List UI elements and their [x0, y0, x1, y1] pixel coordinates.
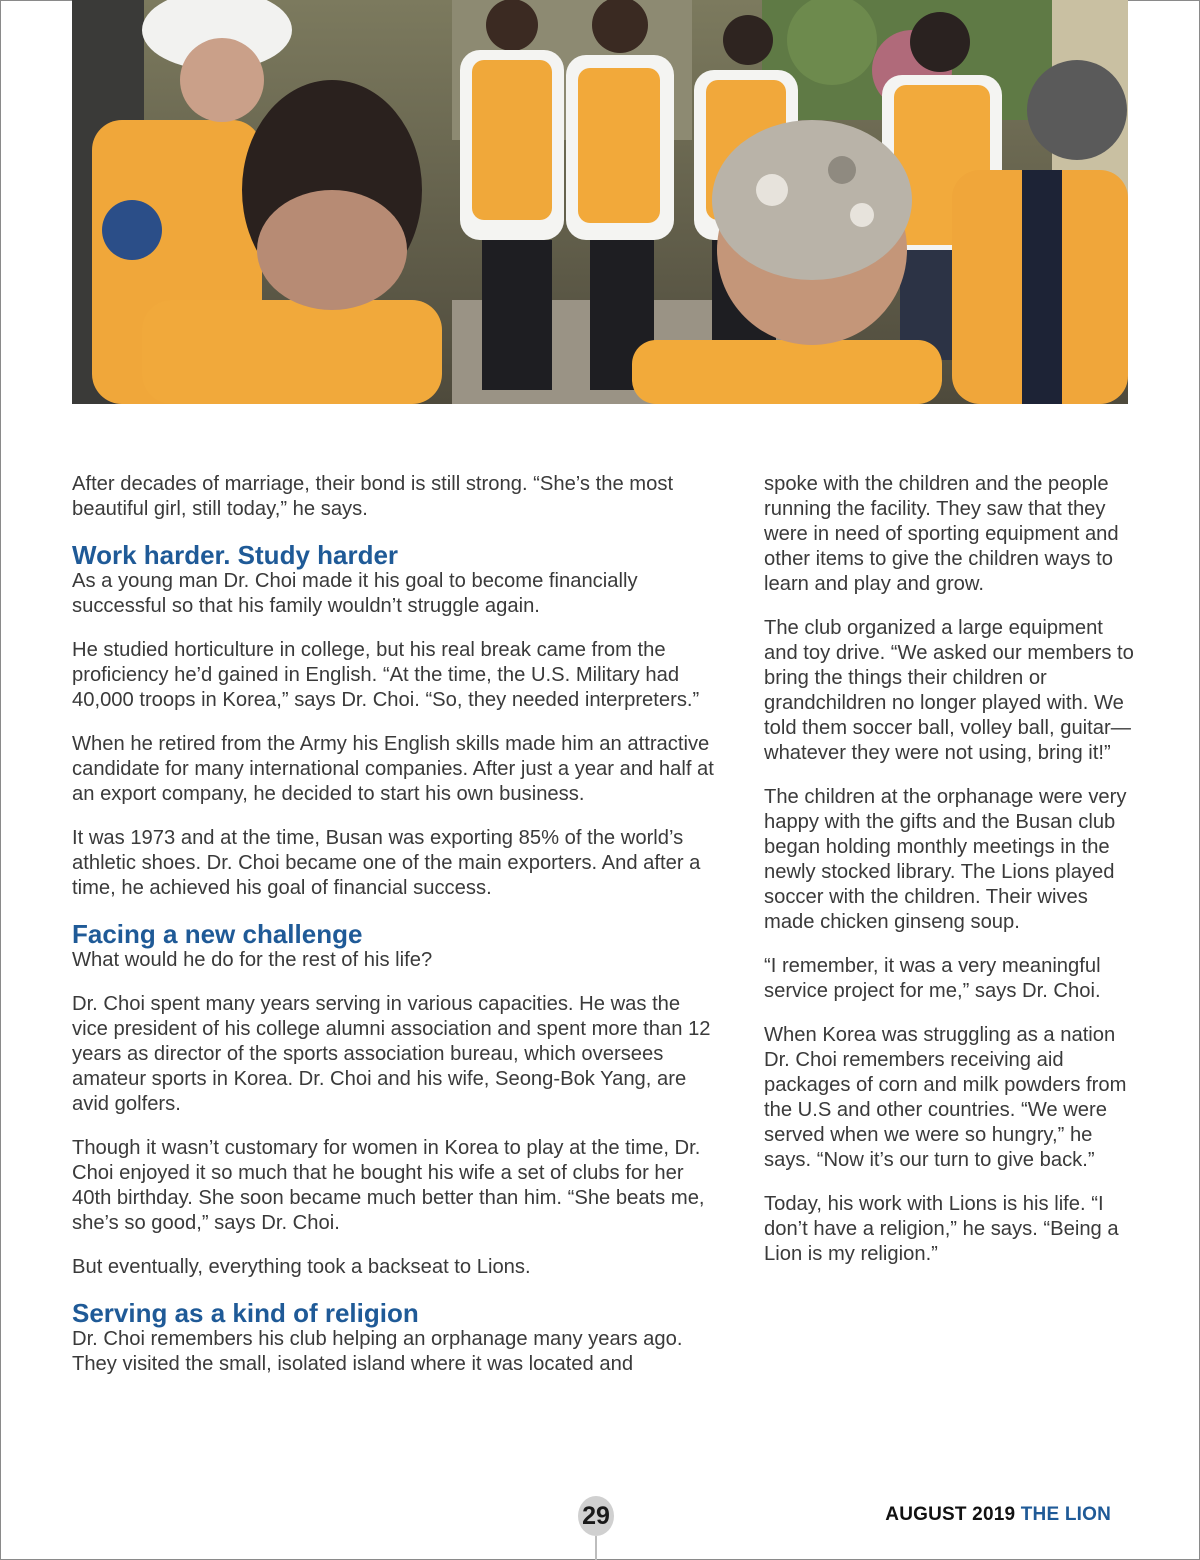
magazine-title: THE LION [1020, 1504, 1111, 1525]
paragraph: It was 1973 and at the time, Busan was exporting 85% of the world’s athletic shoes. Dr. Choi became one of the main exporters. And after a time, he achieved his goal of financial success. [72, 827, 701, 899]
paragraph: Though it wasn’t customary for women in Korea to play at the time, Dr. Choi enjoyed it so much that he bought his wife a set of clubs for her 40th birthday. She soon became much better than him. “She beats me, she’s so good,” says Dr. Choi. [72, 1137, 705, 1234]
paragraph: What would he do for the rest of his life? [72, 949, 433, 971]
article-photo [72, 0, 1128, 404]
paragraph: The club organized a large equipment and toy drive. “We asked our members to bring the things their children or grandchildren no longer played with. We told them soccer ball, volley ball, guitar—whatever they were not using, bring it!” [764, 617, 1134, 764]
running-footer [860, 1504, 1111, 1526]
paragraph: “I remember, it was a very meaningful service project for me,” says Dr. Choi. [764, 955, 1101, 1002]
paragraph: The children at the orphanage were very happy with the gifts and the Busan club began holding monthly meetings in the newly stocked library. The Lions played soccer with the children. Their wives made chicken ginseng soup. [764, 786, 1127, 933]
paragraph: He studied horticulture in college, but his real break came from the proficiency he’d gained in English. “At the time, the U.S. Military had 40,000 troops in Korea,” says Dr. Choi. “So, they needed interpreters.” [72, 639, 700, 711]
paragraph: spoke with the children and the people running the facility. They saw that they were in need of sporting equipment and other items to give the children ways to learn and play and grow. [764, 473, 1119, 595]
group-photo-icon [72, 0, 1128, 404]
left-column [72, 472, 714, 1396]
paragraph: Today, his work with Lions is his life. “I don’t have a religion,” he says. “Being a Lion is my religion.” [764, 1193, 1119, 1265]
paragraph: But eventually, everything took a backseat to Lions. [72, 1256, 531, 1278]
issue-date: AUGUST 2019 [885, 1504, 1016, 1525]
page-number-divider [595, 1536, 597, 1560]
paragraph: Dr. Choi remembers his club helping an orphanage many years ago. They visited the small, isolated island where it was located and [72, 1328, 683, 1375]
paragraph: When he retired from the Army his English skills made him an attractive candidate for many international companies. After just a year and half at an export company, he decided to start his own business. [72, 733, 714, 805]
section-heading: Facing a new challenge [72, 919, 363, 949]
paragraph: Dr. Choi spent many years serving in various capacities. He was the vice president of his college alumni association and spent more than 12 years as director of the sports association bureau, which oversees amateur sports in Korea. Dr. Choi and his wife, Seong-Bok Yang, are avid golfers. [72, 993, 711, 1115]
paragraph: After decades of marriage, their bond is still strong. “She’s the most beautiful girl, still today,” he says. [72, 473, 674, 520]
section-heading: Work harder. Study harder [72, 540, 399, 570]
paragraph: As a young man Dr. Choi made it his goal to become financially successful so that his family wouldn’t struggle again. [72, 570, 638, 617]
right-column [764, 472, 1136, 1286]
paragraph: When Korea was struggling as a nation Dr. Choi remembers receiving aid packages of corn and milk powders from the U.S and other countries. “We were served when we were so hungry,” he says. “Now it’s our turn to give back.” [764, 1024, 1127, 1171]
section-heading: Serving as a kind of religion [72, 1298, 419, 1328]
page-number: 29 [578, 1496, 614, 1536]
